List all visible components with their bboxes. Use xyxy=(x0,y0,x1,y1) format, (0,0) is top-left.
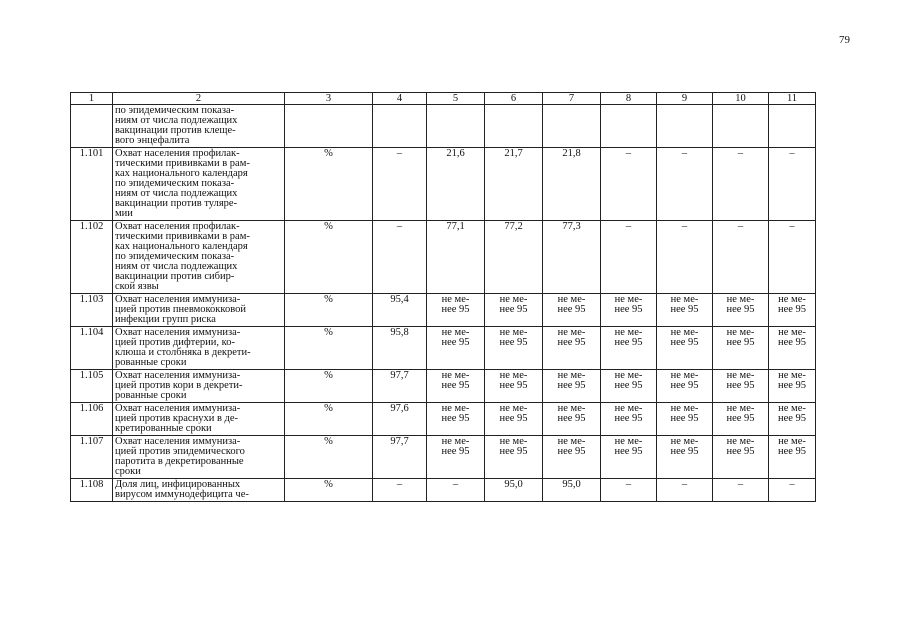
indicators-table xyxy=(70,92,816,502)
indicator-name-cell: Охват населения иммуниза- цией против эпидемического паротита в декретированные сроки xyxy=(113,436,285,479)
value-cell: 97,7 xyxy=(373,436,427,479)
indicator-name-cell: Доля лиц, инфицированных вирусом иммунодефицита че- xyxy=(113,479,285,502)
column-header: 3 xyxy=(285,93,373,105)
value-cell: не ме- нее 95 xyxy=(601,294,657,327)
value-cell: – xyxy=(373,148,427,221)
unit-cell: % xyxy=(285,403,373,436)
table-row xyxy=(71,479,816,502)
value-cell xyxy=(543,105,601,148)
value-cell: не ме- нее 95 xyxy=(543,327,601,370)
value-cell: 95,0 xyxy=(485,479,543,502)
value-cell: не ме- нее 95 xyxy=(657,370,713,403)
value-cell: – xyxy=(601,148,657,221)
value-cell: не ме- нее 95 xyxy=(601,403,657,436)
row-number-cell: 1.101 xyxy=(71,148,113,221)
unit-cell: % xyxy=(285,370,373,403)
indicator-name-cell: Охват населения профилак- тическими прививками в рам- ках национального календаря по эпидемическим показа- ниям от числа подлежащих вакцинации против туляре- мии xyxy=(113,148,285,221)
value-cell: – xyxy=(373,479,427,502)
unit-cell xyxy=(285,105,373,148)
indicator-name-cell: Охват населения иммуниза- цией против пневмококковой инфекции групп риска xyxy=(113,294,285,327)
value-cell xyxy=(713,105,769,148)
value-cell: 97,7 xyxy=(373,370,427,403)
column-header: 4 xyxy=(373,93,427,105)
value-cell: не ме- нее 95 xyxy=(485,436,543,479)
indicator-name-cell: Охват населения профилак- тическими прививками в рам- ках национального календаря по эпидемическим показа- ниям от числа подлежащих вакцинации против сибир- ской язвы xyxy=(113,221,285,294)
column-header: 9 xyxy=(657,93,713,105)
table-row xyxy=(71,370,816,403)
value-cell: 21,7 xyxy=(485,148,543,221)
value-cell: не ме- нее 95 xyxy=(543,436,601,479)
value-cell xyxy=(601,105,657,148)
value-cell xyxy=(485,105,543,148)
value-cell: не ме- нее 95 xyxy=(713,370,769,403)
value-cell: 21,6 xyxy=(427,148,485,221)
value-cell: не ме- нее 95 xyxy=(427,403,485,436)
value-cell: – xyxy=(657,479,713,502)
value-cell: 77,2 xyxy=(485,221,543,294)
value-cell: не ме- нее 95 xyxy=(657,436,713,479)
value-cell: – xyxy=(769,148,816,221)
value-cell xyxy=(427,105,485,148)
value-cell: не ме- нее 95 xyxy=(427,370,485,403)
value-cell: не ме- нее 95 xyxy=(427,436,485,479)
value-cell: 21,8 xyxy=(543,148,601,221)
value-cell: не ме- нее 95 xyxy=(543,403,601,436)
row-number-cell: 1.107 xyxy=(71,436,113,479)
table-row xyxy=(71,148,816,221)
value-cell: – xyxy=(713,479,769,502)
value-cell: не ме- нее 95 xyxy=(769,436,816,479)
value-cell: не ме- нее 95 xyxy=(713,436,769,479)
value-cell: не ме- нее 95 xyxy=(485,403,543,436)
value-cell: 97,6 xyxy=(373,403,427,436)
unit-cell: % xyxy=(285,148,373,221)
column-header: 5 xyxy=(427,93,485,105)
row-number-cell: 1.102 xyxy=(71,221,113,294)
value-cell: не ме- нее 95 xyxy=(769,294,816,327)
value-cell: – xyxy=(713,221,769,294)
column-header: 8 xyxy=(601,93,657,105)
indicator-name-cell: Охват населения иммуниза- цией против дифтерии, ко- клюша и столбняка в декрети- рованные сроки xyxy=(113,327,285,370)
value-cell: – xyxy=(657,148,713,221)
column-header: 2 xyxy=(113,93,285,105)
value-cell: – xyxy=(427,479,485,502)
table-row xyxy=(71,403,816,436)
unit-cell: % xyxy=(285,479,373,502)
value-cell: – xyxy=(769,221,816,294)
value-cell: 77,1 xyxy=(427,221,485,294)
unit-cell: % xyxy=(285,436,373,479)
indicator-name-cell: по эпидемическим показа- ниям от числа подлежащих вакцинации против клеще- вого энцефалита xyxy=(113,105,285,148)
value-cell: не ме- нее 95 xyxy=(601,436,657,479)
row-number-cell: 1.104 xyxy=(71,327,113,370)
row-number-cell: 1.105 xyxy=(71,370,113,403)
value-cell: – xyxy=(373,221,427,294)
row-number-cell: 1.106 xyxy=(71,403,113,436)
unit-cell: % xyxy=(285,327,373,370)
value-cell: не ме- нее 95 xyxy=(543,294,601,327)
value-cell: не ме- нее 95 xyxy=(713,294,769,327)
value-cell: – xyxy=(601,479,657,502)
value-cell xyxy=(657,105,713,148)
value-cell: – xyxy=(769,479,816,502)
value-cell: не ме- нее 95 xyxy=(485,294,543,327)
table-header xyxy=(71,93,816,105)
unit-cell: % xyxy=(285,221,373,294)
table-row xyxy=(71,327,816,370)
value-cell: не ме- нее 95 xyxy=(769,327,816,370)
value-cell: 95,0 xyxy=(543,479,601,502)
value-cell: – xyxy=(601,221,657,294)
column-numbers-row xyxy=(71,93,816,105)
value-cell xyxy=(769,105,816,148)
value-cell xyxy=(373,105,427,148)
value-cell: 95,4 xyxy=(373,294,427,327)
value-cell: не ме- нее 95 xyxy=(601,370,657,403)
table-row xyxy=(71,294,816,327)
unit-cell: % xyxy=(285,294,373,327)
indicator-name-cell: Охват населения иммуниза- цией против кори в декрети- рованные сроки xyxy=(113,370,285,403)
table-body xyxy=(71,105,816,502)
table-row xyxy=(71,221,816,294)
column-header: 11 xyxy=(769,93,816,105)
column-header: 7 xyxy=(543,93,601,105)
value-cell: не ме- нее 95 xyxy=(601,327,657,370)
column-header: 6 xyxy=(485,93,543,105)
value-cell: не ме- нее 95 xyxy=(769,370,816,403)
value-cell: не ме- нее 95 xyxy=(485,370,543,403)
row-number-cell: 1.108 xyxy=(71,479,113,502)
value-cell: не ме- нее 95 xyxy=(657,294,713,327)
table-row xyxy=(71,105,816,148)
value-cell: – xyxy=(657,221,713,294)
table-row xyxy=(71,436,816,479)
value-cell: не ме- нее 95 xyxy=(543,370,601,403)
value-cell: не ме- нее 95 xyxy=(427,294,485,327)
value-cell: не ме- нее 95 xyxy=(657,327,713,370)
value-cell: не ме- нее 95 xyxy=(427,327,485,370)
row-number-cell xyxy=(71,105,113,148)
page-number: 79 xyxy=(839,34,850,46)
value-cell: не ме- нее 95 xyxy=(769,403,816,436)
value-cell: – xyxy=(713,148,769,221)
row-number-cell: 1.103 xyxy=(71,294,113,327)
value-cell: не ме- нее 95 xyxy=(657,403,713,436)
value-cell: не ме- нее 95 xyxy=(713,403,769,436)
value-cell: 77,3 xyxy=(543,221,601,294)
column-header: 10 xyxy=(713,93,769,105)
indicator-name-cell: Охват населения иммуниза- цией против краснухи в де- кретированные сроки xyxy=(113,403,285,436)
column-header: 1 xyxy=(71,93,113,105)
value-cell: не ме- нее 95 xyxy=(713,327,769,370)
value-cell: 95,8 xyxy=(373,327,427,370)
value-cell: не ме- нее 95 xyxy=(485,327,543,370)
